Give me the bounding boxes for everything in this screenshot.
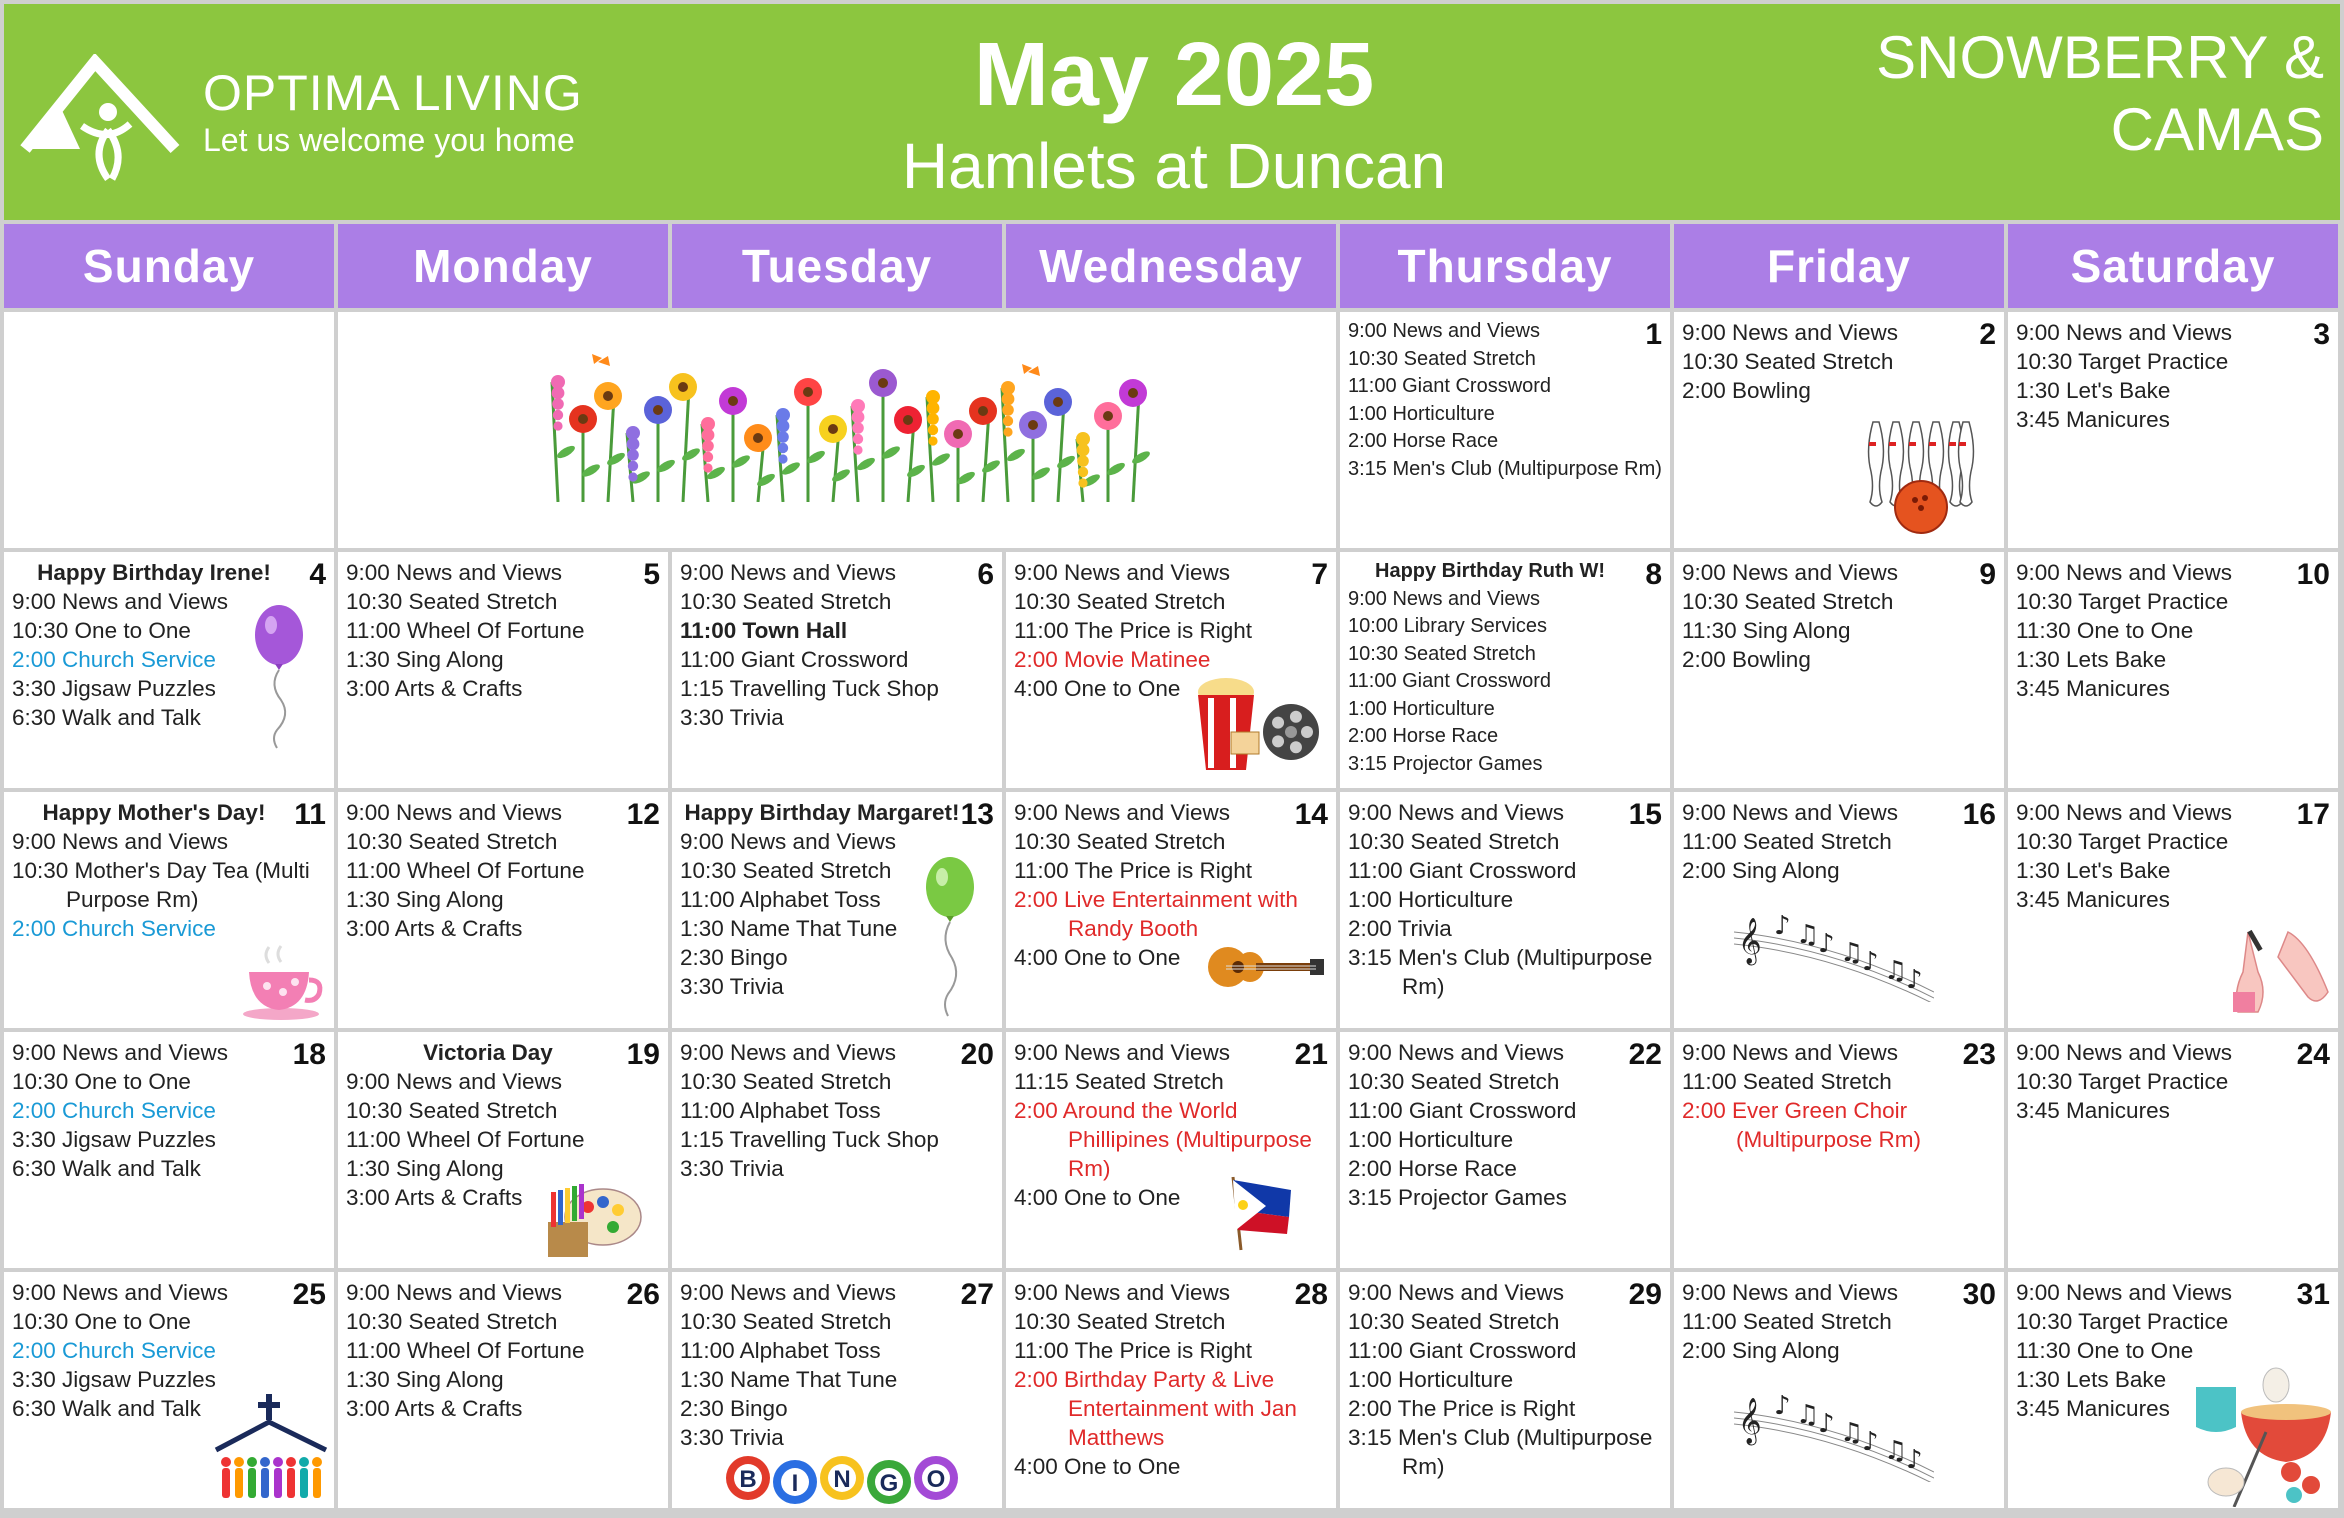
activity-list xyxy=(1348,1038,1664,1212)
church-icon xyxy=(214,1392,329,1504)
activity-item: 9:00 News and Views xyxy=(12,829,228,854)
day-number: 13 xyxy=(960,798,994,831)
activity-item: 3:30 Trivia xyxy=(680,1425,784,1450)
activity-item: 2:30 Bingo xyxy=(680,945,788,970)
day-number: 27 xyxy=(960,1278,994,1311)
activity-list xyxy=(2016,318,2332,434)
activity-item: 2:00 Trivia xyxy=(1348,916,1452,941)
activity-item: 10:30 Seated Stretch xyxy=(680,1069,892,1094)
activity-item: 2:30 Bingo xyxy=(680,1396,788,1421)
activity-item: 11:00 Alphabet Toss xyxy=(680,1338,881,1363)
activity-item: 1:30 Lets Bake xyxy=(2016,1367,2167,1392)
weekday-saturday: Saturday xyxy=(2008,224,2338,308)
day-cell-20 xyxy=(672,1032,1002,1268)
activity-item: 1:00 Horticulture xyxy=(1348,1367,1514,1392)
activity-item: 1:15 Travelling Tuck Shop xyxy=(680,1127,939,1152)
day-cell-2 xyxy=(1674,312,2004,548)
activity-item: 11:00 Giant Crossword xyxy=(1348,1098,1577,1123)
activity-item: 9:00 News and Views xyxy=(680,1280,896,1305)
activity-item: 11:00 Alphabet Toss xyxy=(680,887,881,912)
activity-item: 3:15 Projector Games xyxy=(1348,1185,1567,1210)
activity-item: 1:00 Horticulture xyxy=(1348,697,1495,720)
bowling-icon xyxy=(1859,412,1979,537)
activity-item: 11:00 Wheel Of Fortune xyxy=(346,1127,585,1152)
activity-item: 10:30 Mother's Day Tea (Multi Purpose Rm) xyxy=(12,858,310,912)
activity-item: 10:30 Seated Stretch xyxy=(1348,1309,1560,1334)
activity-item: 10:30 Seated Stretch xyxy=(1682,589,1894,614)
day-cell-22 xyxy=(1340,1032,1670,1268)
day-cell-8 xyxy=(1340,552,1670,788)
svg-text:♪: ♪ xyxy=(1774,912,1791,941)
day-number: 10 xyxy=(2296,558,2330,591)
activity-item: 3:45 Manicures xyxy=(2016,676,2170,701)
activity-item: 9:00 News and Views xyxy=(680,829,896,854)
activity-list xyxy=(2016,558,2332,703)
activity-list xyxy=(680,1278,996,1452)
activity-item: 10:30 Target Practice xyxy=(2016,589,2229,614)
activity-item: 10:30 Seated Stretch xyxy=(680,858,892,883)
day-number: 28 xyxy=(1294,1278,1328,1311)
activity-item: 9:00 News and Views xyxy=(12,1280,228,1305)
activity-item: 10:30 Seated Stretch xyxy=(1348,1069,1560,1094)
activity-item: 9:00 News and Views xyxy=(1682,1040,1898,1065)
day-number: 21 xyxy=(1294,1038,1328,1071)
svg-text:♪: ♪ xyxy=(1862,947,1879,977)
day-cell-17 xyxy=(2008,792,2338,1028)
weekday-friday: Friday xyxy=(1674,224,2004,308)
day-event-title: Happy Birthday Ruth W! xyxy=(1375,560,1605,582)
activity-list xyxy=(346,1278,662,1423)
activity-item: 11:00 Wheel Of Fortune xyxy=(346,858,585,883)
flowers-icon xyxy=(538,352,1178,502)
activity-item: 2:00 Sing Along xyxy=(1682,858,1840,883)
day-cell-7 xyxy=(1006,552,1336,788)
activity-item: 11:00 The Price is Right xyxy=(1014,858,1253,883)
activity-list xyxy=(1348,558,1664,778)
day-number: 18 xyxy=(292,1038,326,1071)
activity-item: 3:45 Manicures xyxy=(2016,1396,2170,1421)
activity-list xyxy=(1348,318,1664,483)
activity-item: 9:00 News and Views xyxy=(680,1040,896,1065)
activity-list xyxy=(2016,798,2332,914)
day-number: 15 xyxy=(1628,798,1662,831)
day-number: 7 xyxy=(1311,558,1328,591)
activity-item: 4:00 One to One xyxy=(1014,676,1181,701)
neighbourhood-line-2: CAMAS xyxy=(2110,96,2324,163)
activity-item: 1:00 Horticulture xyxy=(1348,887,1514,912)
svg-text:𝄞: 𝄞 xyxy=(1738,918,1762,964)
activity-item: 3:30 Jigsaw Puzzles xyxy=(12,1367,216,1392)
activity-item: 9:00 News and Views xyxy=(1014,560,1230,585)
activity-item: 2:00 Sing Along xyxy=(1682,1338,1840,1363)
day-number: 12 xyxy=(626,798,660,831)
activity-item: 11:00 Seated Stretch xyxy=(1682,829,1892,854)
activity-item: 3:30 Jigsaw Puzzles xyxy=(12,1127,216,1152)
day-number: 3 xyxy=(2313,318,2330,351)
activity-item: 10:30 Seated Stretch xyxy=(1014,1309,1226,1334)
day-number: 30 xyxy=(1962,1278,1996,1311)
activity-item: 10:30 Seated Stretch xyxy=(680,589,892,614)
activity-item: 9:00 News and Views xyxy=(346,800,562,825)
activity-item: 10:30 Target Practice xyxy=(2016,1069,2229,1094)
activity-item: 10:30 Target Practice xyxy=(2016,829,2229,854)
activity-item: 9:00 News and Views xyxy=(2016,800,2232,825)
activity-item: 4:00 One to One xyxy=(1014,1454,1181,1479)
bingo-letter: N xyxy=(833,1466,851,1493)
activity-item: 9:00 News and Views xyxy=(1348,320,1540,342)
movie-icon xyxy=(1186,670,1326,780)
activity-item: 9:00 News and Views xyxy=(1014,1280,1230,1305)
day-event-title: Happy Mother's Day! xyxy=(42,800,266,825)
activity-item: 9:00 News and Views xyxy=(680,560,896,585)
day-cell-5 xyxy=(338,552,668,788)
activity-item: 6:30 Walk and Talk xyxy=(12,1156,201,1181)
svg-text:♫: ♫ xyxy=(1840,1418,1864,1448)
weekday-sunday: Sunday xyxy=(4,224,334,308)
activity-item: 10:30 Target Practice xyxy=(2016,349,2229,374)
calendar-header xyxy=(4,4,2340,220)
activity-item: 3:15 Men's Club (Multipurpose Rm) xyxy=(1348,945,1653,999)
empty-day-cell xyxy=(4,312,334,548)
day-number: 19 xyxy=(626,1038,660,1071)
day-cell-15 xyxy=(1340,792,1670,1028)
svg-text:♪: ♪ xyxy=(1818,1409,1835,1439)
activity-item: 9:00 News and Views xyxy=(2016,560,2232,585)
day-cell-12 xyxy=(338,792,668,1028)
svg-text:♫: ♫ xyxy=(1796,1400,1820,1430)
activity-list xyxy=(1348,1278,1664,1481)
site-name: Hamlets at Duncan xyxy=(901,130,1447,202)
activity-item: 10:00 Library Services xyxy=(1348,615,1547,637)
activity-item: 10:30 Seated Stretch xyxy=(346,1098,558,1123)
svg-text:♪: ♪ xyxy=(1862,1427,1879,1457)
activity-item: 1:30 Name That Tune xyxy=(680,1367,898,1392)
day-cell-29 xyxy=(1340,1272,1670,1508)
activity-item: 9:00 News and Views xyxy=(1014,800,1230,825)
activity-item: 3:00 Arts & Crafts xyxy=(346,1396,523,1421)
bingo-letter: B xyxy=(739,1466,757,1493)
activity-item: 9:00 News and Views xyxy=(2016,1280,2232,1305)
day-cell-16 xyxy=(1674,792,2004,1028)
activity-item: 11:00 Giant Crossword xyxy=(1348,670,1552,692)
activity-list xyxy=(680,558,996,732)
activity-list xyxy=(1014,1278,1330,1481)
activity-item: 11:30 Sing Along xyxy=(1682,618,1851,643)
bingo-letter: I xyxy=(791,1470,799,1497)
day-number: 20 xyxy=(960,1038,994,1071)
day-number: 11 xyxy=(294,798,326,831)
bingo-balls-icon xyxy=(722,1452,962,1504)
activity-item: 1:30 Name That Tune xyxy=(680,916,898,941)
day-event-title: Happy Birthday Margaret! xyxy=(684,800,960,825)
activity-item: 11:15 Seated Stretch xyxy=(1014,1069,1224,1094)
activity-item: 9:00 News and Views xyxy=(1682,800,1898,825)
baking-icon xyxy=(2186,1357,2336,1507)
activity-item: 9:00 News and Views xyxy=(1682,1280,1898,1305)
activity-item: 9:00 News and Views xyxy=(346,1280,562,1305)
svg-text:♫: ♫ xyxy=(1884,956,1908,986)
day-number: 6 xyxy=(977,558,994,591)
svg-text:♫: ♫ xyxy=(1796,920,1820,950)
day-cell-23 xyxy=(1674,1032,2004,1268)
empty-day-cell xyxy=(338,312,1336,548)
day-number: 22 xyxy=(1628,1038,1662,1071)
activity-item: 11:00 Wheel Of Fortune xyxy=(346,618,585,643)
activity-list xyxy=(680,1038,996,1183)
svg-text:♪: ♪ xyxy=(1906,1445,1923,1475)
music-notes-icon xyxy=(1734,1392,1934,1482)
activity-item: 10:30 Seated Stretch xyxy=(1014,829,1226,854)
activity-item: 2:00 Movie Matinee xyxy=(1014,647,1211,672)
day-number: 4 xyxy=(309,558,326,591)
day-number: 14 xyxy=(1294,798,1328,831)
activity-list xyxy=(12,798,328,943)
activity-item: 10:30 Seated Stretch xyxy=(1348,642,1536,665)
activity-item: 10:30 One to One xyxy=(12,1309,191,1334)
activity-item: 9:00 News and Views xyxy=(12,1040,228,1065)
day-number: 31 xyxy=(2296,1278,2330,1311)
weekday-thursday: Thursday xyxy=(1340,224,1670,308)
activity-item: 2:00 Church Service xyxy=(12,1338,216,1363)
activity-item: 6:30 Walk and Talk xyxy=(12,705,201,730)
activity-item: 4:00 One to One xyxy=(1014,1185,1181,1210)
brand-tagline: Let us welcome you home xyxy=(203,122,575,158)
day-number: 29 xyxy=(1628,1278,1662,1311)
activity-item: 2:00 Ever Green Choir (Multipurpose Rm) xyxy=(1682,1098,1922,1152)
activity-list xyxy=(1682,558,1998,674)
activity-list xyxy=(1682,1278,1998,1365)
activity-item: 11:00 Town Hall xyxy=(680,618,848,643)
activity-item: 1:15 Travelling Tuck Shop xyxy=(680,676,939,701)
activity-item: 9:00 News and Views xyxy=(2016,320,2232,345)
day-cell-13 xyxy=(672,792,1002,1028)
day-cell-21 xyxy=(1006,1032,1336,1268)
purple-balloon-icon xyxy=(249,600,309,750)
activity-item: 6:30 Walk and Talk xyxy=(12,1396,201,1421)
philippines-flag-icon xyxy=(1221,1172,1296,1252)
activity-item: 11:00 Giant Crossword xyxy=(1348,858,1577,883)
day-cell-9 xyxy=(1674,552,2004,788)
weekday-tuesday: Tuesday xyxy=(672,224,1002,308)
activity-item: 10:30 Seated Stretch xyxy=(346,1309,558,1334)
activity-item: 9:00 News and Views xyxy=(1682,560,1898,585)
teacup-icon xyxy=(239,942,324,1022)
day-number: 2 xyxy=(1979,318,1996,351)
day-cell-14 xyxy=(1006,792,1336,1028)
day-cell-1 xyxy=(1340,312,1670,548)
activity-item: 3:30 Trivia xyxy=(680,974,784,999)
activity-item: 10:30 One to One xyxy=(12,618,191,643)
activity-item: 11:00 Wheel Of Fortune xyxy=(346,1338,585,1363)
activity-item: 2:00 Horse Race xyxy=(1348,430,1499,452)
activity-item: 2:00 Church Service xyxy=(12,647,216,672)
activity-item: 3:45 Manicures xyxy=(2016,887,2170,912)
activity-item: 2:00 The Price is Right xyxy=(1348,1396,1576,1421)
day-event-title: Victoria Day xyxy=(423,1040,553,1065)
month-title: May 2025 xyxy=(973,25,1375,125)
svg-text:♪: ♪ xyxy=(1818,929,1835,959)
activity-item: 9:00 News and Views xyxy=(2016,1040,2232,1065)
activity-item: 11:00 Giant Crossword xyxy=(680,647,909,672)
activity-item: 3:30 Jigsaw Puzzles xyxy=(12,676,216,701)
activity-item: 3:45 Manicures xyxy=(2016,1098,2170,1123)
activity-item: 10:30 Seated Stretch xyxy=(346,829,558,854)
guitar-icon xyxy=(1206,937,1326,992)
day-number: 17 xyxy=(2296,798,2330,831)
activity-item: 1:30 Sing Along xyxy=(346,1367,504,1392)
day-cell-28 xyxy=(1006,1272,1336,1508)
activity-item: 3:00 Arts & Crafts xyxy=(346,1185,523,1210)
activity-item: 11:00 Seated Stretch xyxy=(1682,1069,1892,1094)
activity-item: 3:00 Arts & Crafts xyxy=(346,916,523,941)
activity-item: 1:30 Lets Bake xyxy=(2016,647,2167,672)
day-cell-26 xyxy=(338,1272,668,1508)
weekday-wednesday: Wednesday xyxy=(1006,224,1336,308)
activity-list xyxy=(1682,1038,1998,1154)
bingo-letter: O xyxy=(926,1466,946,1493)
activity-item: 10:30 Target Practice xyxy=(2016,1309,2229,1334)
activity-list xyxy=(12,1038,328,1183)
activity-item: 2:00 Horse Race xyxy=(1348,1156,1517,1181)
activity-list xyxy=(2016,1038,2332,1125)
activity-item: 1:00 Horticulture xyxy=(1348,402,1495,425)
activity-item: 3:45 Manicures xyxy=(2016,407,2170,432)
bingo-letter: G xyxy=(879,1470,899,1497)
activity-item: 3:15 Men's Club (Multipurpose Rm) xyxy=(1348,457,1662,480)
activity-list xyxy=(346,798,662,943)
activity-item: 3:15 Men's Club (Multipurpose Rm) xyxy=(1348,1425,1653,1479)
activity-list xyxy=(1348,798,1664,1001)
music-notes-icon xyxy=(1734,912,1934,1002)
day-cell-18 xyxy=(4,1032,334,1268)
day-number: 24 xyxy=(2296,1038,2330,1071)
activity-item: 3:15 Projector Games xyxy=(1348,752,1543,775)
activity-item: 9:00 News and Views xyxy=(346,560,562,585)
activity-list xyxy=(1682,318,1998,405)
day-cell-6 xyxy=(672,552,1002,788)
activity-item: 1:30 Sing Along xyxy=(346,647,504,672)
day-cell-30 xyxy=(1674,1272,2004,1508)
art-supplies-icon xyxy=(543,1172,643,1262)
activity-item: 10:30 Seated Stretch xyxy=(1348,829,1560,854)
day-number: 5 xyxy=(643,558,660,591)
house-person-logo-icon xyxy=(20,54,200,184)
activity-item: 3:30 Trivia xyxy=(680,705,784,730)
activity-item: 10:30 Seated Stretch xyxy=(1682,349,1894,374)
day-cell-24 xyxy=(2008,1032,2338,1268)
activity-item: 9:00 News and Views xyxy=(1348,800,1564,825)
svg-text:♪: ♪ xyxy=(1906,965,1923,995)
activity-item: 11:30 One to One xyxy=(2016,1338,2194,1363)
day-cell-25 xyxy=(4,1272,334,1508)
activity-item: 11:00 The Price is Right xyxy=(1014,618,1253,643)
activity-item: 2:00 Church Service xyxy=(12,1098,216,1123)
day-number: 9 xyxy=(1979,558,1996,591)
day-number: 16 xyxy=(1962,798,1996,831)
activity-list xyxy=(346,558,662,703)
day-number: 25 xyxy=(292,1278,326,1311)
day-cell-27 xyxy=(672,1272,1002,1508)
activity-item: 9:00 News and Views xyxy=(1348,587,1540,610)
day-cell-31 xyxy=(2008,1272,2338,1508)
activity-item: 1:30 Let's Bake xyxy=(2016,378,2171,403)
day-cell-4 xyxy=(4,552,334,788)
activity-item: 9:00 News and Views xyxy=(1348,1040,1564,1065)
activity-item: 10:30 Seated Stretch xyxy=(1014,589,1226,614)
activity-item: 1:30 Sing Along xyxy=(346,1156,504,1181)
activity-item: 10:30 Seated Stretch xyxy=(1348,347,1536,370)
green-balloon-icon xyxy=(920,852,980,1022)
day-number: 1 xyxy=(1645,318,1662,351)
activity-item: 11:00 The Price is Right xyxy=(1014,1338,1253,1363)
activity-item: 4:00 One to One xyxy=(1014,945,1181,970)
day-number: 23 xyxy=(1962,1038,1996,1071)
brand-name: OPTIMA LIVING xyxy=(203,65,583,121)
optima-living-logo xyxy=(20,54,583,184)
activity-item: 2:00 Around the World Phillipines (Multipurpose Rm) xyxy=(1014,1098,1312,1181)
activity-item: 2:00 Live Entertainment with Randy Booth xyxy=(1014,887,1298,941)
activity-item: 10:30 One to One xyxy=(12,1069,191,1094)
activity-item: 11:00 Giant Crossword xyxy=(1348,1338,1577,1363)
day-cell-3 xyxy=(2008,312,2338,548)
activity-item: 3:30 Trivia xyxy=(680,1156,784,1181)
activity-item: 9:00 News and Views xyxy=(1014,1040,1230,1065)
activity-item: 2:00 Church Service xyxy=(12,916,216,941)
day-cell-10 xyxy=(2008,552,2338,788)
day-number: 26 xyxy=(626,1278,660,1311)
activity-item: 2:00 Bowling xyxy=(1682,647,1811,672)
activity-item: 2:00 Bowling xyxy=(1682,378,1811,403)
day-event-title: Happy Birthday Irene! xyxy=(37,560,271,585)
activity-item: 11:00 Alphabet Toss xyxy=(680,1098,881,1123)
neighbourhood-name xyxy=(1824,22,2324,166)
activity-item: 1:00 Horticulture xyxy=(1348,1127,1514,1152)
activity-item: 2:00 Horse Race xyxy=(1348,725,1499,747)
activity-item: 1:30 Let's Bake xyxy=(2016,858,2171,883)
svg-text:♫: ♫ xyxy=(1840,938,1864,968)
activity-item: 10:30 Seated Stretch xyxy=(680,1309,892,1334)
activity-item: 1:30 Sing Along xyxy=(346,887,504,912)
svg-text:♪: ♪ xyxy=(1774,1392,1791,1421)
activity-item: 9:00 News and Views xyxy=(346,1069,562,1094)
svg-text:𝄞: 𝄞 xyxy=(1738,1398,1762,1444)
activity-item: 11:30 One to One xyxy=(2016,618,2194,643)
svg-text:♫: ♫ xyxy=(1884,1436,1908,1466)
weekday-monday: Monday xyxy=(338,224,668,308)
activity-item: 11:00 Seated Stretch xyxy=(1682,1309,1892,1334)
activity-item: 2:00 Birthday Party & Live Entertainment with Jan Matthews xyxy=(1014,1367,1297,1450)
activity-list xyxy=(1682,798,1998,885)
day-cell-19 xyxy=(338,1032,668,1268)
activity-item: 9:00 News and Views xyxy=(1348,1280,1564,1305)
activity-item: 11:00 Giant Crossword xyxy=(1348,375,1552,397)
day-cell-11 xyxy=(4,792,334,1028)
activity-item: 9:00 News and Views xyxy=(1682,320,1898,345)
manicure-icon xyxy=(2218,912,2333,1022)
activity-item: 10:30 Seated Stretch xyxy=(346,589,558,614)
day-number: 8 xyxy=(1645,558,1662,591)
activity-item: 3:00 Arts & Crafts xyxy=(346,676,523,701)
activity-item: 9:00 News and Views xyxy=(12,589,228,614)
neighbourhood-line-1: SNOWBERRY & xyxy=(1876,24,2324,91)
